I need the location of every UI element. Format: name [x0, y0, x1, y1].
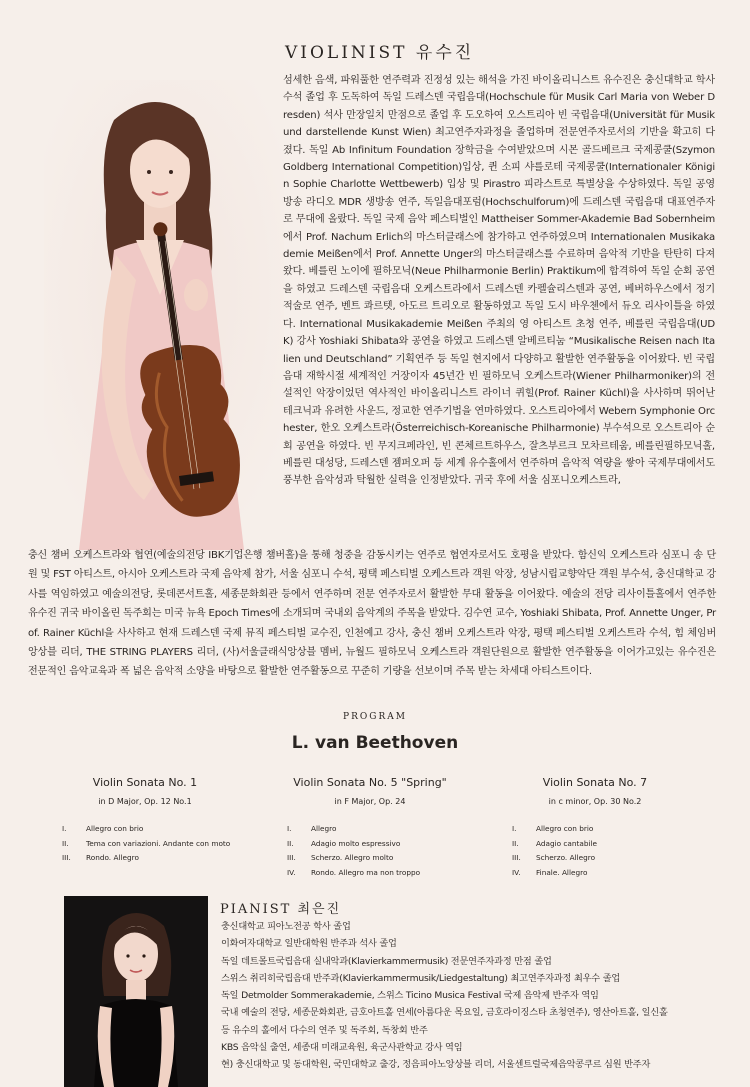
list-item: KBS 음악실 출연, 세종대 미래교육원, 육군사관학교 강사 역임 — [221, 1042, 463, 1054]
movement-item: III. Scherzo. Allegro molto — [287, 853, 394, 862]
list-item: 현) 충신대학교 및 동대학원, 국민대학교 출강, 정음피아노앙상블 리더, 서울센트럴국제음악콩쿠르 심원 반주자 — [221, 1059, 651, 1071]
program-label: PROGRAM — [343, 712, 407, 722]
pianist-title: PIANIST 최은진 — [220, 902, 342, 917]
list-item: 독일 데트몰트국립음대 실내악과(Klavierkammermusik) 전문연주자과정 만점 졸업 — [221, 955, 552, 967]
movement-item: II. Tema con variazioni. Andante con moto — [62, 838, 231, 848]
violinist-bio-upper: 섬세한 음색, 파워풀한 연주력과 진정성 있는 해석을 가진 바이올리니스트 유수진은 충신대학교 학사 수석 졸업 후 도독하여 독일 드레스덴 국립음대(Hochschule für Musik Carl Maria von Weber Dresden) 석사 만장일치 만점으로 졸업 후 도오하여 오스트리아 빈 국립음대(Universität für Musik und darstellende Kunst Wien) 최고연주자과정을 졸업하며 전문연주자로서의 기반을 확고히 다졌다. 독일 Ab Infinitum Foundation 장학금을 수여받았으며 시몬 골드베르크 국제콩쿨(Szymon Goldberg International Competition)입상, 퀸 소피 샤를로테 국제콩쿨(Internationaler Königin Sophie Charlotte Wettbewerb) 입상 및 Pirastro 피라스트로 특별상을 수상하였다. 독일 공영 방송 라디오 MDR 생방송 연주, 독일음대포럼(Hochschulforum)에 드레스덴 국립음대 대표연주자로 무대에 올랐다. 독일 국제 음악 페스티벌인 Mattheiser Sommer-Akademie Bad Sobernheim에서 Prof. Nachum Erlich의 마스터클래스에 참가하고 연주하였으며 Internationalen Musikakademie Meißen에서 Prof. Annette Unger의 마스터클래스를 수료하며 음악적 기반을 탄탄히 다져왔다. 베를린 노이에 필하모닉(Neue Philharmonie Berlin) Praktikum에 합격하여 독일 순회 공연을 하였고 드레스덴 국립음대 오케스트라에서 드레스덴 카펠슐리스텐과 공연, 베버하우스에서 정기적술로 연주, 벤트 콰르텟, 아도르 트리오로 활동하였고 독일 도시 바우첸에서 듀오 리사이틀을 하였다. International Musikakademie Meißen 주최의 영 아티스트 초청 연주, 베를린 국립음대(UDK) 강사 Yoshiaki Shibata와 공연을 하였고 드레스덴 알베르티눔 “Musikalische Reisen nach Italien und Deutschland” 기획연주 등 독일 현지에서 다양하고 활발한 연주활동을 이어왔다. 빈 국립음대 재학시절 세계적인 거장이자 45년간 빈 필하모닉 오케스트라(Wiener Philharmoniker)의 전설적인 악장이었던 역사적인 바이올리니스트 라이너 퀴힐(Prof. Rainer Küchl)을 사사하며 뛰어난 테크닉과 유려한 사운드, 정교한 연주기법을 연마하였다. 오스트리아에서 Webern Symphonie Orchester, 한오 오케스트라(Österreichisch-Koreanische Philharmonie) 부수석으로 오스트리아 순회 공연을 하였다. 빈 무지크페라인, 빈 콘체르트하우스, 잘츠부르크 모차르테움, 베를린필하모닉홀, 베를린 대성당, 드레스덴 젬퍼오퍼 등 세계 유수홀에서 연주하며 음악적 역량을 쌓아 국제무대에서도 풍부한 음악성과 탁월한 실력을 인정받았다. 귀국 후에 서울 심포니오케스트라, — [283, 75, 715, 487]
movement-item: II. Adagio molto espressivo — [287, 838, 401, 848]
movement-list — [480, 822, 710, 880]
list-item: 스위스 취리히국립음대 반주과(Klavierkammermusik/Liedgestaltung) 최고연주자과정 최우수 졸업 — [221, 972, 621, 984]
sonata-title: Violin Sonata No. 5 "Spring" — [293, 776, 447, 789]
list-item: 이화여자대학교 일반대학원 반주과 석사 졸업 — [221, 938, 397, 950]
violinist-bio-lower: 충신 챔버 오케스트라와 협연(예술의전당 IBK기업은행 챔버홀)을 통해 청중을 감동시키는 연주로 협연자로서도 호평을 받았다. 함신익 오케스트라 심포니 송 단원 및 FST 아티스트, 아시아 오케스트라 국제 음악제 참가, 서울 심포니 수석, 평택 페스티벌 오케스트라 객원 악장, 성남시립교향악단 객원 부수석, 충신대학교 강사를 역임하였고 예술의전당, 롯데콘서트홀, 세종문화회관 등에서 연주하며 전문 연주자로서 활발한 무대 활동을 이어왔다. 예술의 전당 리사이틀홀에서 연주한 유수진 귀국 바이올린 독주회는 미국 뉴욕 Epoch Times에 소개되며 국내외 음악계의 주목을 받았다. 김수연 교수, Yoshiaki Shibata, Prof. Annette Unger, Prof. Rainer Küchl을 사사하고 현재 드레스덴 국제 뮤직 페스티벌 교수진, 인천예고 강사, 충신 챔버 오케스트라 악장, 평택 페스티벌 오케스트라 수석, 힘 체임버 앙상블 리더, THE STRING PLAYERS 리더, (사)서울클래식앙상블 멤버, 뉴월드 필하모닉 오케스트라 객원단원으로 활발한 연주활동을 이어가고있는 유수진은 전문적인 음악교육과 폭 넓은 음악적 소양을 바탕으로 활발한 연주활동으로 꾸준히 기량을 선보이며 주목 받는 차세대 아티스트이다. — [28, 550, 716, 678]
movement-item: III. Rondo. Allegro — [62, 853, 139, 862]
pianist-photo — [64, 896, 208, 1087]
list-item: 국내 예술의 전당, 세종문화회관, 금호아트홀 연세(아름다운 목요일, 금호라이징스타 초청연주), 영산아트홀, 일신홀 — [221, 1007, 668, 1019]
list-item: 등 유수의 홀에서 다수의 연주 및 독주회, 독창회 반주 — [221, 1024, 428, 1036]
sonata-title: Violin Sonata No. 7 — [542, 776, 648, 789]
movement-item: IV. Finale. Allegro — [512, 867, 588, 877]
movement-list — [255, 822, 485, 880]
list-item: 독일 Detmolder Sommerakademie, 스위스 Ticino Musica Festival 국제 음악제 반주자 역임 — [221, 990, 599, 1002]
composer-name: L. van Beethoven — [291, 733, 459, 753]
pianist-bio — [221, 918, 721, 1074]
violinist-photo — [44, 80, 284, 550]
sonata-7 — [480, 776, 710, 880]
sonata-title: Violin Sonata No. 1 — [92, 776, 198, 789]
violinist-title: VIOLINIST 유수진 — [285, 43, 475, 63]
movement-item: III. Scherzo. Allegro — [512, 853, 596, 862]
movement-item: I. Allegro con brio — [62, 824, 144, 833]
sonata-key: in F Major, Op. 24 — [334, 797, 406, 806]
movement-list — [30, 822, 260, 866]
sonata-key: in c minor, Op. 30 No.2 — [548, 797, 642, 806]
movement-item: II. Adagio cantabile — [512, 838, 598, 848]
sonata-1 — [30, 776, 260, 866]
sonata-5 — [255, 776, 485, 880]
movement-item: IV. Rondo. Allegro ma non troppo — [287, 867, 421, 877]
movement-item: I. Allegro — [287, 824, 337, 833]
list-item: 충신대학교 피아노전공 학사 졸업 — [221, 921, 351, 932]
sonata-key: in D Major, Op. 12 No.1 — [98, 797, 192, 806]
movement-item: I. Allegro con brio — [512, 824, 594, 833]
